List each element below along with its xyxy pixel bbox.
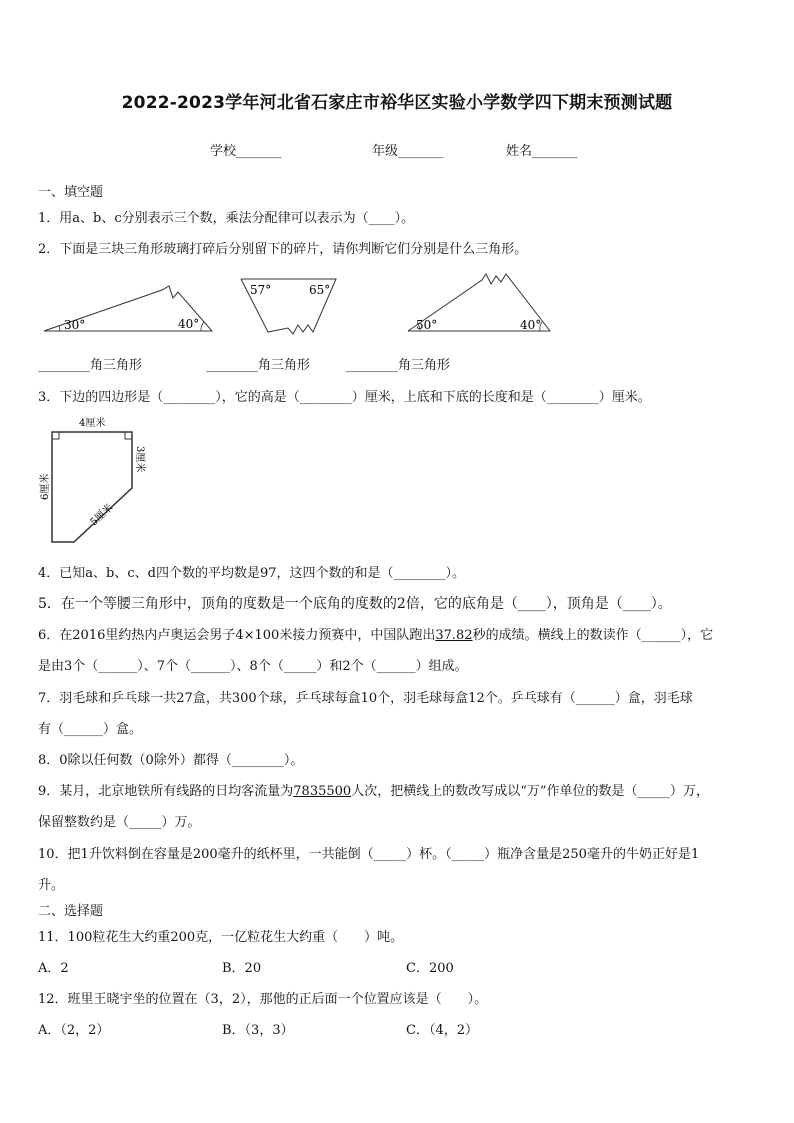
section-fill-heading: 一、填空题 [38, 185, 104, 200]
question-11-option-c[interactable]: C．200 [406, 961, 454, 976]
question-1: 1．用a、b、c分别表示三个数，乘法分配律可以表示为（____）。 [38, 211, 415, 226]
quadrilateral-figure [34, 412, 164, 544]
question-9-pre: 9．某月，北京地铁所有线路的日均客流量为 [38, 784, 294, 799]
triangle-2-angle-a: 57° [250, 283, 272, 297]
triangle-1-angle-right [201, 322, 204, 331]
question-6-line-1 [38, 624, 713, 643]
question-12-option-c[interactable]: C．（4，2） [406, 1023, 478, 1038]
question-11-option-b[interactable]: B．20 [222, 961, 262, 976]
quadrilateral-shape [52, 432, 132, 542]
question-6-pre: 6．在2016里约热内卢奥运会男子4×100米接力预赛中，中国队跑出 [38, 628, 436, 643]
question-9-post: 人次，把横线上的数改写成以“万”作单位的数是（_____）万， [351, 784, 709, 799]
triangle-3-answer[interactable]: ________角三角形 [346, 358, 451, 373]
triangle-3-angle-b: 40° [520, 318, 542, 332]
question-9-number: 7835500 [293, 784, 352, 799]
question-5: 5．在一个等腰三角形中，顶角的度数是一个底角的度数的2倍，它的底角是（____），顶角是（____）。 [38, 596, 672, 612]
name-field[interactable]: 姓名_______ [506, 144, 578, 159]
triangle-2-answer[interactable]: ________角三角形 [206, 358, 311, 373]
grade-field[interactable]: 年级_______ [372, 144, 444, 159]
right-side-label: 3厘米 [134, 446, 145, 473]
page-title: 2022-2023学年河北省石家庄市裕华区实验小学数学四下期末预测试题 [121, 93, 673, 113]
triangle-1-answer[interactable]: ________角三角形 [38, 358, 143, 373]
question-6-post: 秒的成绩。横线上的数读作（______），它 [472, 628, 714, 643]
triangle-3-angle-a: 50° [416, 318, 438, 332]
triangle-1-angle-b: 40° [178, 317, 200, 331]
question-6-line-2: 是由3个（______）、7个（______）、8个（_____）和2个（______）组成。 [38, 659, 468, 674]
question-7-line-2: 有（______）盒。 [38, 722, 143, 737]
question-8: 8．0除以任何数（0除外）都得（________）。 [38, 753, 304, 768]
question-10-line-1: 10．把1升饮料倒在容量是200毫升的纸杯里，一共能倒（_____）杯。（_____）瓶净含量是250毫升的牛奶正好是1 [38, 847, 700, 862]
school-field[interactable]: 学校_______ [210, 144, 282, 159]
question-12-option-a[interactable]: A．（2，2） [38, 1023, 110, 1038]
question-12: 12．班里王晓宇坐的位置在（3，2），那他的正后面一个位置应该是（ ）。 [38, 992, 488, 1007]
triangle-fragments-figure [36, 262, 566, 344]
triangle-1-angle-a: 30° [64, 318, 86, 332]
question-3: 3．下边的四边形是（________），它的高是（________）厘米，上底和下底的长度和是（________）厘米。 [38, 390, 651, 405]
question-6-number: 37.82 [435, 628, 473, 643]
slant-side-label: 5厘米 [88, 502, 116, 529]
question-11-option-a[interactable]: A．2 [38, 961, 69, 976]
question-9-line-1 [38, 780, 709, 799]
question-4: 4．已知a、b、c、d四个数的平均数是97，这四个数的和是（________）。 [38, 566, 465, 581]
section-choice-heading: 二、选择题 [38, 904, 104, 919]
question-12-option-b[interactable]: B．（3，3） [222, 1023, 294, 1038]
triangle-1-angle-left [59, 326, 60, 331]
question-9-line-2: 保留整数约是（_____）万。 [38, 815, 201, 830]
top-side-label: 4厘米 [79, 418, 106, 429]
question-2: 2．下面是三块三角形玻璃打碎后分别留下的碎片，请你判断它们分别是什么三角形。 [38, 242, 528, 257]
question-7-line-1: 7．羽毛球和乒乓球一共27盒，共300个球，乒乓球每盒10个，羽毛球每盒12个。乒乓球有（______）盒，羽毛球 [38, 691, 693, 706]
left-side-label: 6厘米 [40, 473, 51, 500]
right-angle-mark-left [52, 432, 59, 439]
question-11: 11．100粒花生大约重200克，一亿粒花生大约重（ ）吨。 [38, 930, 404, 945]
triangle-2-angle-b: 65° [309, 283, 331, 297]
right-angle-mark-right [125, 432, 132, 439]
question-10-line-2: 升。 [38, 878, 65, 893]
